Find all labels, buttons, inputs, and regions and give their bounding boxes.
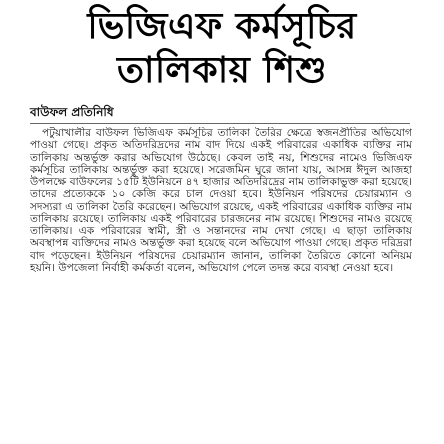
headline-line-2: তালিকায় শিশু	[116, 50, 328, 91]
byline: বাউফল প্রতিনিধি	[30, 105, 114, 119]
article-body	[30, 127, 412, 439]
byline-divider	[30, 123, 410, 124]
article-body-text: পটুয়াখালীর বাউফল ভিজিএফ কর্মসূচির তালিকা তৈরির ক্ষেত্রে স্বজনপ্রীতির অভিযোগ পাওয়া গেছে। প্রকৃত অতিদরিদ্রদের নাম বাদ দিয়ে একই পরিবারের একাধিক ব্যক্তির নাম তালিকায় অন্তর্ভুক্ত করার অভিযোগ উঠেছে। কেবল তাই নয়, শিশুদের নামেও ভিজিএফ কর্মসূচির তালিকায় অন্তর্ভুক্ত করা হয়েছে। সরেজমিন ঘুরে জানা যায়, আসন্ন ঈদুল আজহা উপলক্ষে বাউফলের ১৫টি ইউনিয়নে ৪৭ হাজার অতিদরিদ্রের নাম তালিকাভুক্ত করা হয়েছে। তাদের প্রত্যেককে ১০ কেজি করে চাল দেওয়া হবে। ইউনিয়ন পরিষদের চেয়ারম্যান ও সদস্যরা এ তালিকা তৈরি করেছেন। অভিযোগ রয়েছে, একই পরিবারের একাধিক ব্যক্তির নাম তালিকায় রয়েছে। তালিকায় একই পরিবারের চারজনের নাম রয়েছে। শিশুদের নামও রয়েছে তালিকায়। এক পরিবারের স্বামী, স্ত্রী ও সন্তানদের নাম দেখা গেছে। এ ছাড়া তালিকায় অবস্থাপন্ন ব্যক্তিদের নামও অন্তর্ভুক্ত করা হয়েছে বলে অভিযোগ পাওয়া গেছে। প্রকৃত দরিদ্ররা বাদ পড়েছেন। ইউনিয়ন পরিষদের চেয়ারম্যান জানান, তালিকা তৈরিতে কোনো অনিয়ম হয়নি। উপজেলা নির্বাহী কর্মকর্তা বলেন, অভিযোগ পেলে তদন্ত করে ব্যবস্থা নেওয়া হবে।	[30, 127, 412, 274]
headline-line-1: ভিজিএফ কর্মসূচির	[87, 6, 357, 47]
